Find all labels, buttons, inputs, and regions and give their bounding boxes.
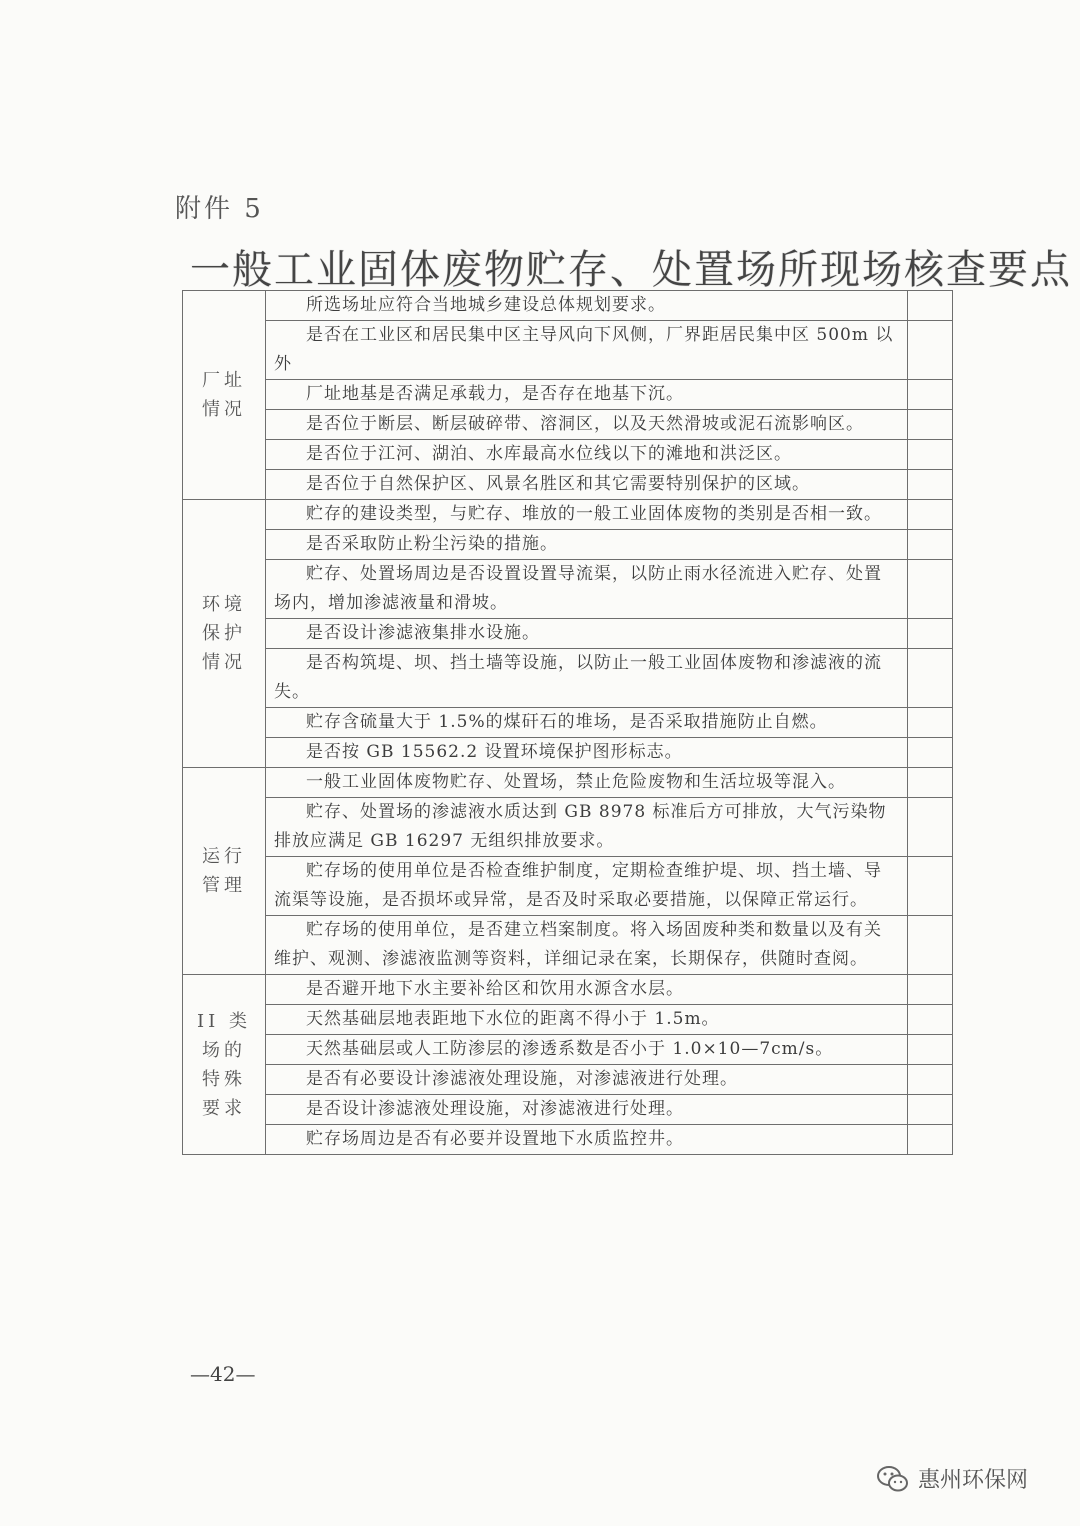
check-item [266, 768, 908, 798]
table-row [183, 560, 953, 619]
check-item-text: 贮存的建设类型，与贮存、堆放的一般工业固体废物的类别是否相一致。 [306, 504, 882, 524]
table-row [183, 410, 953, 440]
check-item [266, 410, 908, 440]
result-cell[interactable] [908, 708, 953, 738]
result-cell[interactable] [908, 530, 953, 560]
table-row [183, 1095, 953, 1125]
table-row [183, 619, 953, 649]
table-row [183, 500, 953, 530]
result-cell[interactable] [908, 768, 953, 798]
result-cell[interactable] [908, 380, 953, 410]
check-item [266, 649, 908, 708]
check-item [266, 1035, 908, 1065]
result-cell[interactable] [908, 916, 953, 975]
result-cell[interactable] [908, 1095, 953, 1125]
result-cell[interactable] [908, 1005, 953, 1035]
check-item [266, 380, 908, 410]
check-item [266, 916, 908, 975]
check-item [266, 619, 908, 649]
table-row [183, 708, 953, 738]
check-item [266, 975, 908, 1005]
table-row [183, 916, 953, 975]
check-item-text: 贮存场周边是否有必要并设置地下水质监控井。 [306, 1129, 684, 1149]
result-cell[interactable] [908, 649, 953, 708]
table-row [183, 768, 953, 798]
watermark-text: 惠州环保网 [918, 1468, 1029, 1493]
table-row [183, 321, 953, 380]
check-item-text: 是否位于自然保护区、风景名胜区和其它需要特别保护的区域。 [306, 474, 810, 494]
check-item [266, 857, 908, 916]
result-cell[interactable] [908, 1125, 953, 1155]
check-item [266, 738, 908, 768]
check-item-text: 贮存场的使用单位，是否建立档案制度。将入场固废种类和数量以及有关维护、观测、渗滤液监测等资料，详细记录在案，长期保存，供随时查阅。 [274, 920, 882, 969]
result-cell[interactable] [908, 410, 953, 440]
check-item [266, 1005, 908, 1035]
check-item [266, 560, 908, 619]
check-item [266, 440, 908, 470]
table-row [183, 1125, 953, 1155]
result-cell[interactable] [908, 500, 953, 530]
checklist-table [182, 290, 953, 1155]
result-cell[interactable] [908, 798, 953, 857]
check-item-text: 天然基础层地表距地下水位的距离不得小于 1.5m。 [306, 1009, 720, 1029]
check-item-text: 厂址地基是否满足承载力，是否存在地基下沉。 [306, 384, 684, 404]
table-row [183, 975, 953, 1005]
table-row [183, 1065, 953, 1095]
table-row [183, 738, 953, 768]
category-cell: II 类场的特殊要求 [183, 975, 266, 1155]
check-item-text: 所选场址应符合当地城乡建设总体规划要求。 [306, 295, 666, 315]
check-item [266, 321, 908, 380]
table-row [183, 857, 953, 916]
check-item-text: 是否位于江河、湖泊、水库最高水位线以下的滩地和洪泛区。 [306, 444, 792, 464]
document-title: 一般工业固体废物贮存、处置场所现场核查要点 [190, 247, 1072, 293]
table-row [183, 291, 953, 321]
check-item [266, 530, 908, 560]
check-item [266, 1065, 908, 1095]
check-item [266, 798, 908, 857]
annex-label: 附件 5 [175, 194, 264, 224]
category-cell: 环境保护情况 [183, 500, 266, 768]
result-cell[interactable] [908, 738, 953, 768]
check-item-text: 是否在工业区和居民集中区主导风向下风侧，厂界距居民集中区 500m 以外 [274, 325, 894, 374]
check-item-text: 是否采取防止粉尘污染的措施。 [306, 534, 558, 554]
check-item-text: 贮存场的使用单位是否检查维护制度，定期检查维护堤、坝、挡土墙、导流渠等设施，是否损坏或异常，是否及时采取必要措施，以保障正常运行。 [274, 861, 882, 910]
result-cell[interactable] [908, 291, 953, 321]
check-item-text: 是否设计渗滤液集排水设施。 [306, 623, 540, 643]
result-cell[interactable] [908, 440, 953, 470]
check-item [266, 470, 908, 500]
result-cell[interactable] [908, 560, 953, 619]
check-item-text: 是否构筑堤、坝、挡土墙等设施，以防止一般工业固体废物和渗滤液的流失。 [274, 653, 882, 702]
category-cell: 运行管理 [183, 768, 266, 975]
table-row [183, 1035, 953, 1065]
result-cell[interactable] [908, 975, 953, 1005]
check-item-text: 贮存含硫量大于 1.5%的煤矸石的堆场，是否采取措施防止自燃。 [306, 712, 828, 732]
check-item-text: 是否按 GB 15562.2 设置环境保护图形标志。 [306, 742, 683, 762]
check-item-text: 贮存、处置场的渗滤液水质达到 GB 8978 标准后方可排放，大气污染物排放应满足 GB 16297 无组织排放要求。 [274, 802, 887, 851]
page-number: —42— [190, 1362, 256, 1386]
result-cell[interactable] [908, 1065, 953, 1095]
check-item [266, 1095, 908, 1125]
watermark [876, 1463, 1028, 1494]
result-cell[interactable] [908, 321, 953, 380]
check-item [266, 291, 908, 321]
check-item [266, 1125, 908, 1155]
check-item-text: 一般工业固体废物贮存、处置场，禁止危险废物和生活垃圾等混入。 [306, 772, 846, 792]
check-item-text: 是否避开地下水主要补给区和饮用水源含水层。 [306, 979, 684, 999]
table-row [183, 440, 953, 470]
check-item-text: 是否有必要设计渗滤液处理设施，对渗滤液进行处理。 [306, 1069, 738, 1089]
table-row [183, 649, 953, 708]
category-cell: 厂址情况 [183, 291, 266, 500]
table-row [183, 798, 953, 857]
result-cell[interactable] [908, 1035, 953, 1065]
table-row [183, 530, 953, 560]
result-cell[interactable] [908, 857, 953, 916]
check-item-text: 天然基础层或人工防渗层的渗透系数是否小于 1.0×10—7cm/s。 [306, 1039, 834, 1059]
check-item-text: 是否设计渗滤液处理设施，对渗滤液进行处理。 [306, 1099, 684, 1119]
check-item [266, 708, 908, 738]
check-item [266, 500, 908, 530]
wechat-icon [876, 1464, 910, 1494]
table-row [183, 470, 953, 500]
check-item-text: 贮存、处置场周边是否设置设置导流渠，以防止雨水径流进入贮存、处置场内，增加渗滤液量和滑坡。 [274, 564, 882, 613]
result-cell[interactable] [908, 619, 953, 649]
table-row [183, 1005, 953, 1035]
table-row [183, 380, 953, 410]
check-item-text: 是否位于断层、断层破碎带、溶洞区，以及天然滑坡或泥石流影响区。 [306, 414, 864, 434]
result-cell[interactable] [908, 470, 953, 500]
